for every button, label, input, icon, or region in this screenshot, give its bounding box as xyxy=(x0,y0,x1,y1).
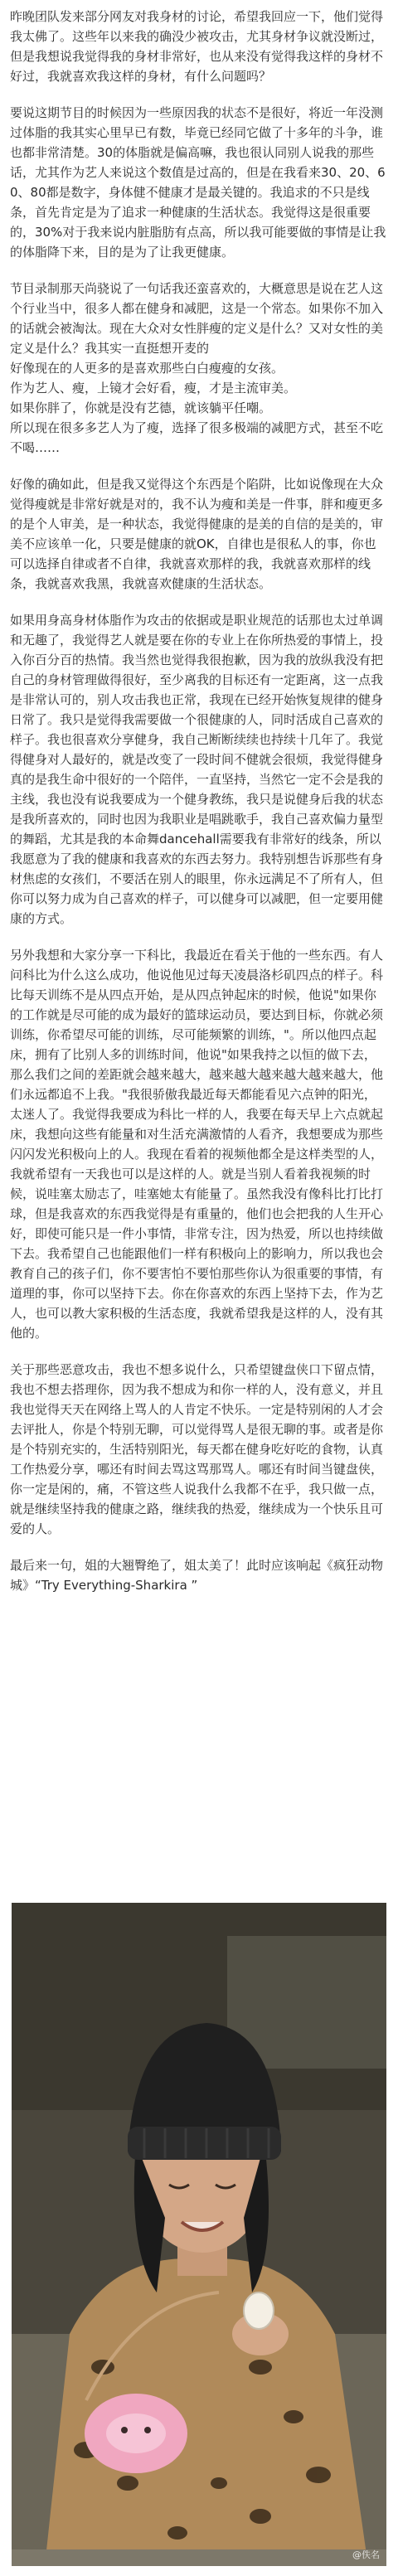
paragraph-kobe: 另外我想和大家分享一下科比，我最近在看关于他的一些东西。有人问科比为什么这么成功，他说他见过每天凌晨洛杉矶四点的样子。科比每天训练不是从四点开始，是从四点钟起床的时候，他说"如果你的工作就是尽可能的成为最好的篮球运动员，要达到目标，你就必须训练，你希望尽可能的训练，尽可能频繁的训练，"。所以他四点起床，拥有了比别人多的训练时间，他说"如果我持之以恒的做下去，那么我们之间的差距就会越来越大，越来越大越来越大越来越大，他们永远都追不上我。"我很骄傲我最近每天都能看见六点钟的阳光，太迷人了。我觉得我要成为科比一样的人，我要在每天早上六点就起床，我想向这些有能量和对生活充满激情的人看齐，我想要成为那些闪闪发光积极向上的人。我现在看着的视频他都全是这样类型的人，我就希望有一天我也可以是这样的人。就是当别人看着我视频的时候，说哇塞太励志了，哇塞她太有能量了。虽然我没有像科比打比打球，但是我喜欢的东西我觉得是有重量的，他们也会把我的人生开心好，即使可能只是一件小事情，非常专注，因为热爱，所以也持续做下去。我希望自己也能跟他们一样有积极向上的影响力，所以我也会教育自己的孩子们，你不要害怕不要怕那些你认为很重要的事情，有道理的事，你可以坚持下去。你在你喜欢的东西上坚持下去，作为艺人，也可以教大家积极的生活态度，我就希望我是这样的人，没有其他的。 xyxy=(10,948,384,1341)
paragraph-closing: 最后来一句，姐的大翘臀绝了，姐太美了！此时应该响起《疯狂动物城》“Try Everything-Sharkira ” xyxy=(10,1558,384,1593)
paragraph-body-fat: 要说这期节目的时候因为一些原因我的状态不是很好，将近一年没测过体脂的我其实心里早已有数，毕竟已经同它做了十多年的斗争，谁也都非常清楚。30的体脂就是偏高嘛，我也很认同别人说我的那些话，尤其作为艺人来说这个数值是过高的，但是在我看来30、20、60、80都是数字，身体健不健康才是最关键的。我追求的不只是线条，首先肯定是为了追求一种健康的生活状态。我觉得这是很重要的，30%对于我来说内脏脂肪有点高，所以我可能要做的事情是让我的体脂降下来，目的是为了让我更健康。 xyxy=(10,105,386,260)
paragraph-intro: 昨晚团队发来部分网友对我身材的讨论，希望我回应一下，他们觉得我太佛了。这些年以来我的确没少被攻击，尤其身材争议就没断过，但是我想说我觉得我的身材非常好，也从来没有觉得我这样的身材不好过，我就喜欢我这样的身材，有什么问题吗？ xyxy=(10,9,384,84)
paragraph-beauty-trap: 好像的确如此，但是我又觉得这个东西是个陷阱，比如说像现在大众觉得瘦就是非常好就是对的，我不认为瘦和美是一件事，胖和瘦更多的是个人审美，是一种状态，我觉得健康的是美的自信的是美的，审美不应该单一化，只要是健康的就OK，自律也是很私人的事，你也可以选择自律或者不自律，我就喜欢那样的我，我就喜欢那样的线条，我就喜欢我黑，我就喜欢健康的生活状态。 xyxy=(10,477,384,591)
photo-illustration xyxy=(12,1903,386,2566)
paragraph-fitness: 如果用身高身材体脂作为攻击的依据或是职业规范的话那也太过单调和无趣了，我觉得艺人就是要在你的专业上在你所热爱的事情上，投入你百分百的热情。我当然也觉得我很抱歉，因为我的放纵我没有把自己的身材管理做得很好，至少离我的目标还有一定距离，这一点我是非常认可的，别人攻击我也正常，我现在已经开始恢复规律的健身日常了。我只是觉得我需要做一个很健康的人，同时活成自己喜欢的样子。我也很喜欢分享健身，我自己断断续续也持续十几年了。我觉得健身对人最好的，就是改变了一段时间不健就会很烦，我觉得健身真的是我生命中很好的一个陪伴，一直坚持，当然它一定不会是我的主线，我也没有说我要成为一个健身教练，我只是说健身后我的状态是我所喜欢的，同时也因为我职业是唱跳歌手，我自己喜欢偏力量型的舞蹈，尤其是我的本命舞dancehall需要我有非常好的线条，所以我愿意为了我的健康和我喜欢的东西去努力。我特别想告诉那些有身材焦虑的女孩们，不要活在别人的眼里，你永远满足不了所有人，但你可以努力成为自己喜欢的样子，可以健身可以减肥，但一定要用健康的方式。 xyxy=(10,613,384,926)
photo-watermark: @佚名 xyxy=(352,2549,380,2560)
author-photo xyxy=(12,1903,386,2566)
paragraph-haters: 关于那些恶意攻击，我也不想多说什么，只希望键盘侠口下留点情，我也不想去搭理你，因为我不想成为和你一样的人，没有意义，并且我也觉得天天在网络上骂人的人肯定不快乐。一定是特别闲的人才会去评批人，你是个特别无聊，可以觉得骂人是很无聊的事。或者是你是个特别充实的，生活特别阳光，每天都在健身吃好吃的食物，认真工作热爱分享，哪还有时间去骂这骂那骂人。哪还有时间当键盘侠，你一定是闲的，痛，不管这些人说我什么我都不在乎，我只做一点，就是继续坚持我的健康之路，继续我的热爱，继续成为一个快乐且可爱的人。 xyxy=(10,1362,384,1536)
paragraph-industry-standard: 节目录制那天尚骁说了一句话我还蛮喜欢的，大概意思是说在艺人这个行业当中，很多人都在健身和减肥，这是一个常态。如果你不加入的话就会被淘汰。现在大众对女性胖瘦的定义是什么？又对女性的美定义是什么？我其实一直挺想开麦的 好像现在的人更多的是喜欢那些白白瘦瘦的女孩。 作为艺人、瘦，上镜才会好看，瘦，才是主流审美。 如果你胖了，你就是没有艺德，就该躺平任嘲。 所以现在很多多艺人为了瘦，选择了很多极端的减肥方式，甚至不吃不喝…… xyxy=(10,281,384,455)
